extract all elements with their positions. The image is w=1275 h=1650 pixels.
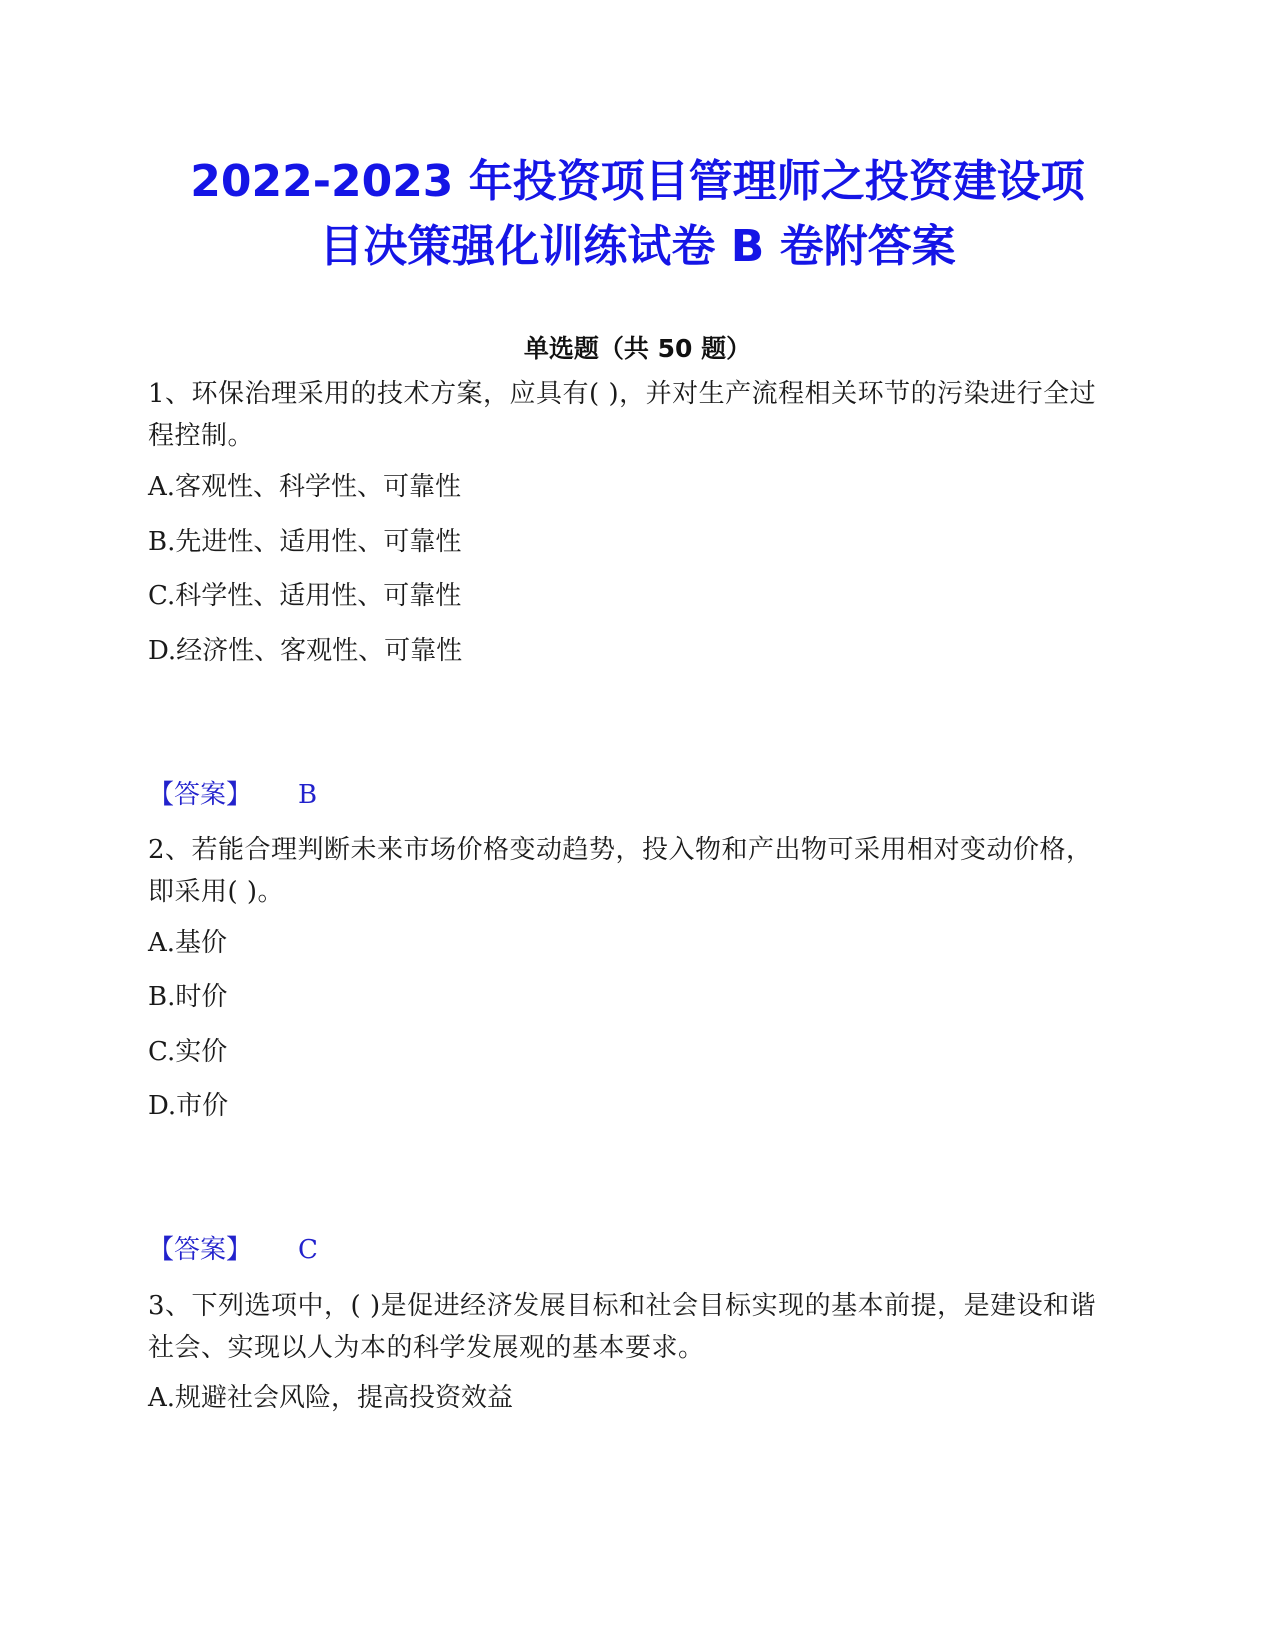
question-2-option-d: D.市价	[148, 1091, 229, 1121]
question-1-option-b: B.先进性、适用性、可靠性	[148, 527, 462, 557]
document-title-line-1: 2022-2023 年投资项目管理师之投资建设项	[190, 156, 1085, 207]
question-3-option-a: A.规避社会风险，提高投资效益	[148, 1383, 514, 1413]
answer-label: 【答案】	[148, 1235, 253, 1265]
question-2-option-b: B.时价	[148, 982, 228, 1012]
question-2-answer	[148, 1233, 318, 1267]
question-2-option-a: A.基价	[148, 928, 228, 958]
question-1-option-d: D.经济性、客观性、可靠性	[148, 636, 463, 666]
question-2-stem: 2、若能合理判断未来市场价格变动趋势，投入物和产出物可采用相对变动价格，即采用( )。	[148, 835, 1093, 907]
question-2-option-c: C.实价	[148, 1037, 228, 1067]
answer-label: 【答案】	[148, 780, 253, 810]
question-3-stem: 3、下列选项中，( )是促进经济发展目标和社会目标实现的基本前提，是建设和谐社会、实现以人为本的科学发展观的基本要求。	[148, 1291, 1097, 1363]
question-1-option-c: C.科学性、适用性、可靠性	[148, 581, 462, 611]
document-title-line-2: 目决策强化训练试卷 B 卷附答案	[319, 221, 956, 272]
question-1-option-a: A.客观性、科学性、可靠性	[148, 472, 462, 502]
question-1-answer-value: B	[298, 780, 318, 810]
question-1-stem: 1、环保治理采用的技术方案，应具有( )，并对生产流程相关环节的污染进行全过程控制。	[148, 379, 1097, 451]
question-2-answer-value: C	[298, 1235, 318, 1265]
section-heading: 单选题（共 50 题）	[523, 334, 752, 363]
question-1-answer	[148, 778, 317, 812]
